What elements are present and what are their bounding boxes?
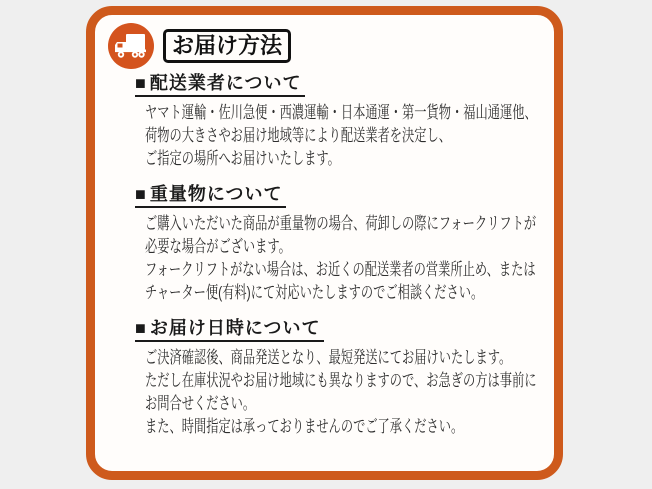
section-title-heavy-items [135, 184, 540, 208]
section-body-shipping-carriers [145, 101, 540, 170]
page-title: お届け方法 [163, 29, 291, 63]
text-line: ただし在庫状況やお届け地域にも異なりますので、お急ぎの方は事前に [145, 371, 537, 390]
text-line: お問合せください。 [145, 394, 256, 413]
text-line: 必要な場合がございます。 [145, 237, 291, 256]
square-bullet-icon: ■ [135, 73, 147, 93]
section-delivery-schedule [135, 318, 540, 438]
text-line: ご購入いただいた商品が重量物の場合、荷卸しの際にフォークリフトが [145, 214, 537, 233]
square-bullet-icon: ■ [135, 184, 147, 204]
section-body-heavy-items [145, 212, 540, 304]
section-title-text: お届け日時について [149, 318, 321, 338]
delivery-info-card [86, 6, 563, 480]
section-shipping-carriers [135, 73, 540, 170]
text-line: ご指定の場所へお届けいたします。 [145, 149, 340, 168]
section-title-delivery-schedule [135, 318, 540, 342]
text-line: フォークリフトがない場合は、お近くの配送業者の営業所止め、または [145, 260, 536, 279]
text-line: また、時間指定は承っておりませんのでご了承ください。 [145, 417, 464, 436]
sections [135, 73, 540, 438]
text-line: ヤマト運輸・佐川急便・西濃運輸・日本通運・第一貨物・福山通運他、 [145, 103, 537, 122]
section-title-text: 重量物について [149, 184, 283, 204]
section-body-delivery-schedule [145, 346, 540, 438]
text-line: 荷物の大きさやお届け地域等により配送業者を決定し、 [145, 126, 451, 145]
section-title-text: 配送業者について [149, 73, 302, 93]
text-line: ご決済確認後、商品発送となり、最短発送にてお届けいたします。 [145, 348, 512, 367]
card-header [108, 23, 554, 69]
section-heavy-items [135, 184, 540, 304]
text-line: チャーター便(有料)にて対応いたしますのでご相談ください。 [145, 283, 484, 302]
delivery-truck-icon [108, 23, 154, 69]
square-bullet-icon: ■ [135, 318, 147, 338]
section-title-shipping-carriers [135, 73, 540, 97]
